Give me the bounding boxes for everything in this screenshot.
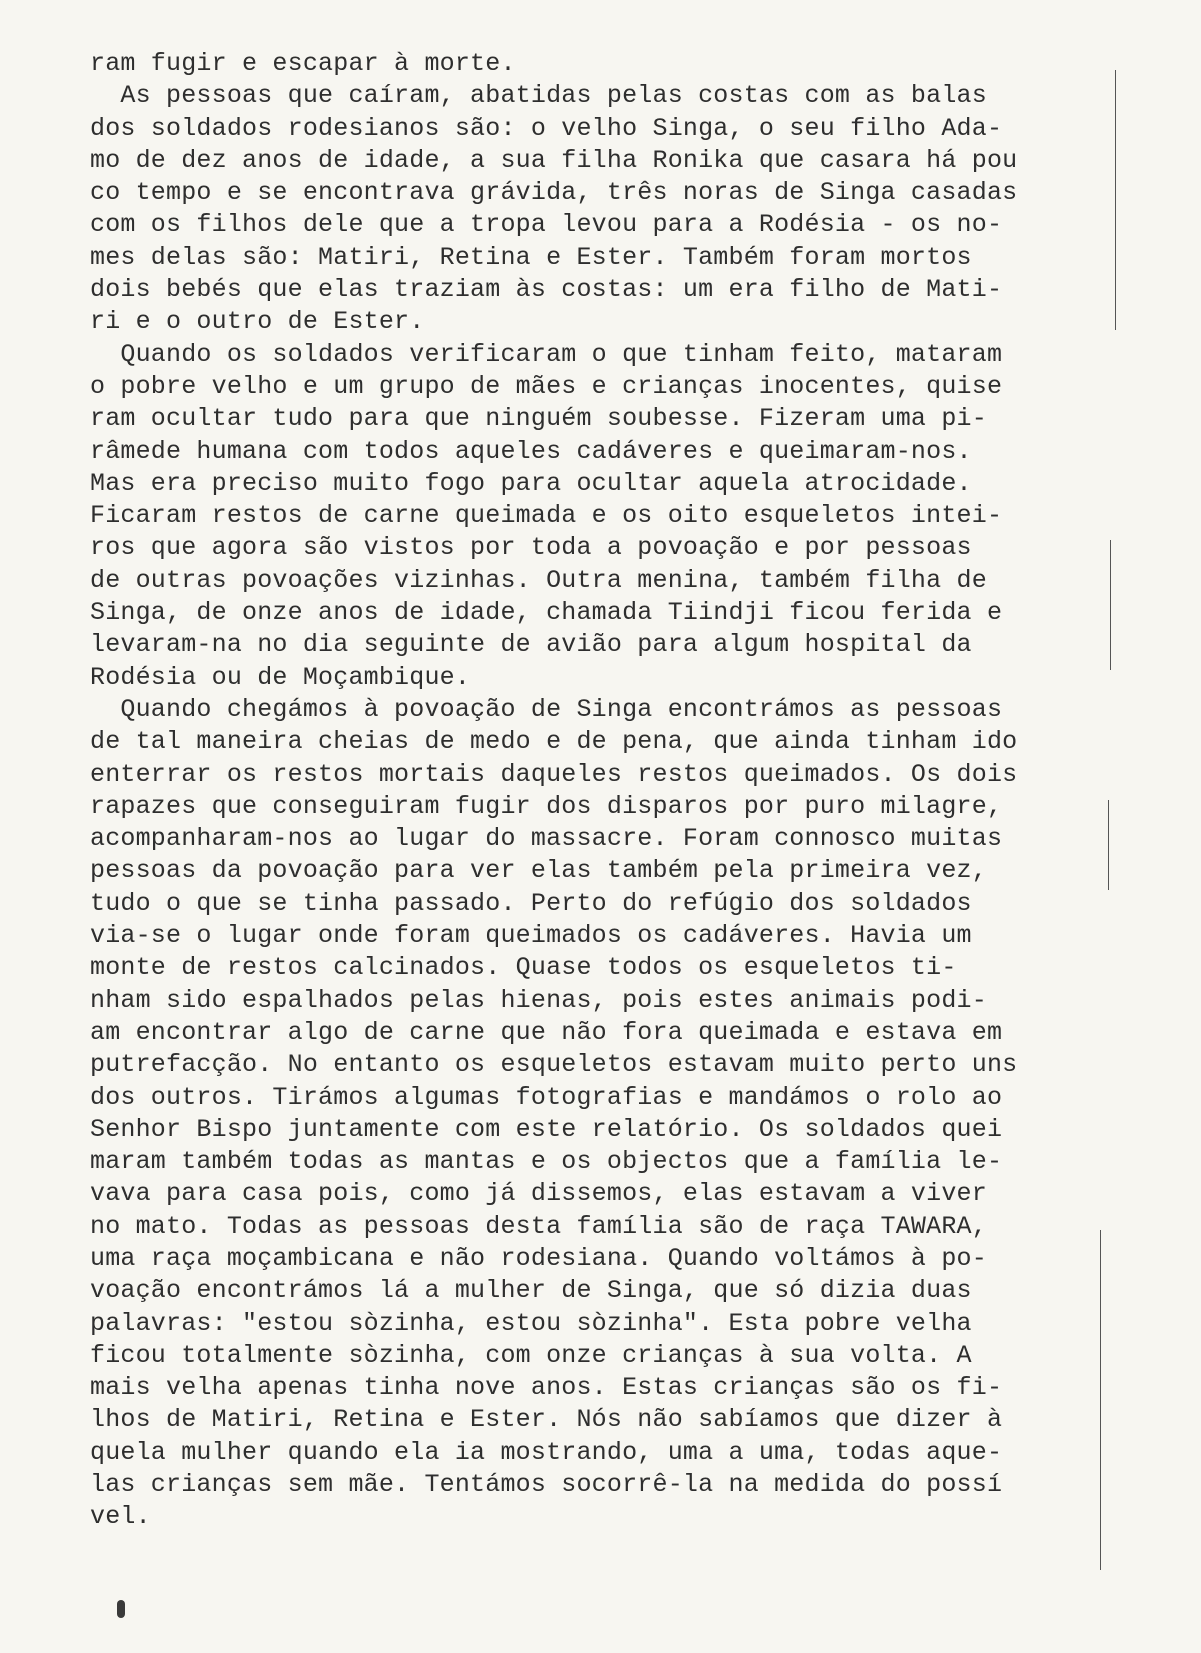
text-line: vel.	[90, 1502, 151, 1532]
text-line: quela mulher quando ela ia mostrando, uma a uma, todas aque-	[90, 1437, 1003, 1467]
text-line: am encontrar algo de carne que não fora queimada e estava em	[90, 1017, 1003, 1047]
text-line: uma raça moçambicana e não rodesiana. Quando voltámos à po-	[90, 1243, 987, 1273]
text-line: lhos de Matiri, Retina e Ester. Nós não sabíamos que dizer à	[90, 1405, 1003, 1435]
text-line: ram fugir e escapar à morte.	[90, 49, 516, 78]
text-line: acompanharam-nos ao lugar do massacre. Foram connosco muitas	[90, 824, 1003, 854]
text-line: mo de dez anos de idade, a sua filha Ronika que casara há pou	[90, 145, 1018, 175]
text-line: rapazes que conseguiram fugir dos disparos por puro milagre,	[90, 791, 1003, 821]
text-line: de outras povoações vizinhas. Outra menina, também filha de	[90, 565, 987, 595]
document-body	[90, 48, 1120, 1534]
text-line: As pessoas que caíram, abatidas pelas costas com as balas	[90, 81, 987, 111]
margin-rule-middle	[1110, 540, 1111, 670]
text-line: tudo o que se tinha passado. Perto do refúgio dos soldados	[90, 888, 972, 918]
text-line: Ficaram restos de carne queimada e os oito esqueletos intei-	[90, 501, 1003, 531]
margin-rule-bottom	[1100, 1230, 1101, 1570]
text-line: via-se o lugar onde foram queimados os cadáveres. Havia um	[90, 921, 972, 951]
text-line: Rodésia ou de Moçambique.	[90, 662, 471, 692]
text-line: enterrar os restos mortais daqueles restos queimados. Os dois	[90, 759, 1018, 789]
text-line: maram também todas as mantas e os objectos que a família le-	[90, 1147, 1003, 1177]
text-line: com os filhos dele que a tropa levou para a Rodésia - os no-	[90, 210, 1003, 240]
ink-mark	[117, 1600, 125, 1618]
margin-rule-top	[1115, 70, 1116, 330]
text-line: levaram-na no dia seguinte de avião para algum hospital da	[90, 630, 972, 660]
text-line: râmede humana com todos aqueles cadáveres e queimaram-nos.	[90, 436, 972, 466]
text-line: o pobre velho e um grupo de mães e crianças inocentes, quise	[90, 371, 1003, 401]
text-line: Senhor Bispo juntamente com este relatório. Os soldados quei	[90, 1114, 1003, 1144]
text-line: mais velha apenas tinha nove anos. Estas crianças são os fi-	[90, 1373, 1003, 1403]
text-line: voação encontrámos lá a mulher de Singa, que só dizia duas	[90, 1276, 972, 1306]
text-line: ficou totalmente sòzinha, com onze crianças à sua volta. A	[90, 1340, 972, 1370]
text-line: dos outros. Tirámos algumas fotografias e mandámos o rolo ao	[90, 1082, 1003, 1112]
text-line: pessoas da povoação para ver elas também pela primeira vez,	[90, 856, 987, 886]
text-line: palavras: "estou sòzinha, estou sòzinha". Esta pobre velha	[90, 1308, 972, 1338]
text-line: ri e o outro de Ester.	[90, 307, 425, 337]
text-line: Mas era preciso muito fogo para ocultar aquela atrocidade.	[90, 468, 972, 498]
text-line: dos soldados rodesianos são: o velho Singa, o seu filho Ada-	[90, 113, 1003, 143]
text-line: Quando chegámos à povoação de Singa encontrámos as pessoas	[90, 694, 1003, 724]
text-line: Singa, de onze anos de idade, chamada Tiindji ficou ferida e	[90, 598, 1003, 628]
text-line: putrefacção. No entanto os esqueletos estavam muito perto uns	[90, 1050, 1018, 1080]
text-line: mes delas são: Matiri, Retina e Ester. Também foram mortos	[90, 242, 972, 272]
text-line: ram ocultar tudo para que ninguém soubesse. Fizeram uma pi-	[90, 404, 987, 434]
text-line: de tal maneira cheias de medo e de pena, que ainda tinham ido	[90, 727, 1018, 757]
text-line: no mato. Todas as pessoas desta família são de raça TAWARA,	[90, 1211, 987, 1241]
text-line: co tempo e se encontrava grávida, três noras de Singa casadas	[90, 178, 1018, 208]
margin-rule-lower	[1108, 800, 1109, 890]
text-line: monte de restos calcinados. Quase todos os esqueletos ti-	[90, 953, 957, 983]
text-line: las crianças sem mãe. Tentámos socorrê-la na medida do possí	[90, 1470, 1003, 1500]
text-line: ros que agora são vistos por toda a povoação e por pessoas	[90, 533, 972, 563]
text-line: Quando os soldados verificaram o que tinham feito, mataram	[90, 339, 1003, 369]
text-line: dois bebés que elas traziam às costas: um era filho de Mati-	[90, 275, 1003, 305]
text-line: vava para casa pois, como já dissemos, elas estavam a viver	[90, 1179, 987, 1209]
text-line: nham sido espalhados pelas hienas, pois estes animais podi-	[90, 985, 987, 1015]
